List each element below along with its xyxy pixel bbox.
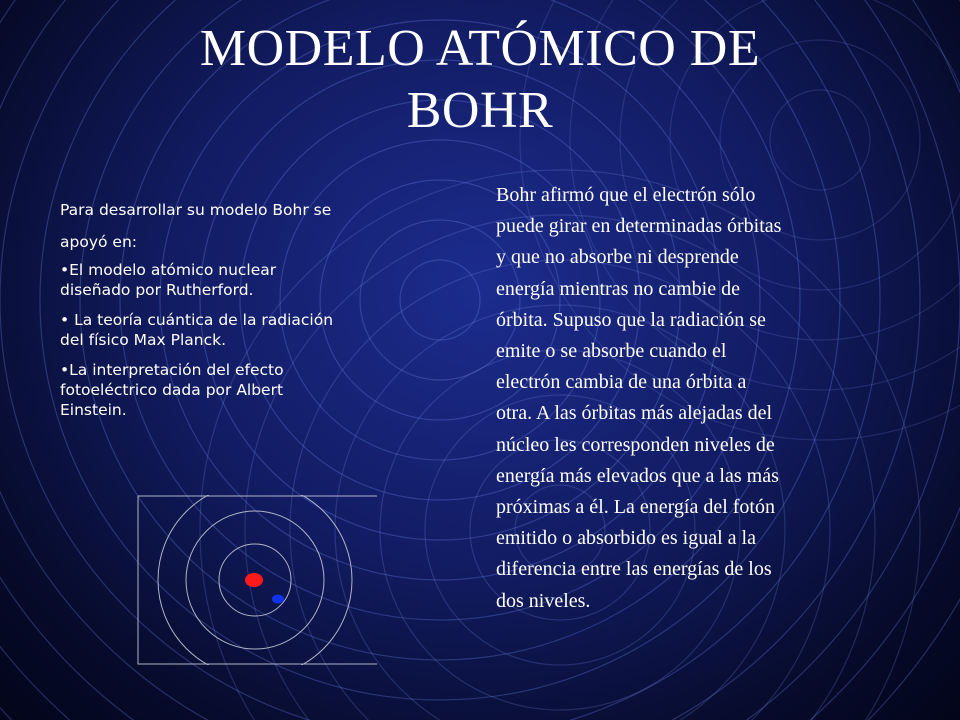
list-item-einstein	[60, 360, 410, 420]
paragraph-line: electrón cambia de una órbita a	[496, 371, 747, 394]
paragraph-line: otra. A las órbitas más alejadas del	[496, 402, 773, 425]
paragraph-line: órbita. Supuso que la radiación se	[496, 308, 766, 331]
paragraph-line: energía más elevados que a las más	[496, 464, 779, 487]
paragraph-line: núcleo les corresponden niveles de	[496, 433, 775, 456]
list-item-planck	[60, 310, 410, 350]
title-line-2: BOHR	[406, 82, 554, 139]
paragraph-line: y que no absorbe ni desprende	[496, 246, 739, 269]
list-item-line: Einstein.	[60, 401, 127, 419]
paragraph-line: Bohr afirmó que el electrón sólo	[496, 184, 756, 206]
list-item-line: • La teoría cuántica de la radiación	[60, 311, 334, 329]
list-item-line: •El modelo atómico nuclear	[60, 261, 277, 279]
paragraph-line: emitido o absorbido es igual a la	[496, 527, 756, 550]
intro-line-2: apoyó en:	[60, 233, 137, 251]
paragraph-line: puede girar en determinadas órbitas	[496, 215, 782, 238]
intro-line-1: Para desarrollar su modelo Bohr se	[60, 201, 332, 219]
paragraph-line: diferencia entre las energías de los	[496, 558, 772, 581]
slide-title	[60, 18, 900, 142]
title-line-1: MODELO ATÓMICO DE	[199, 20, 761, 77]
list-item-line: •La interpretación del efecto	[60, 361, 284, 379]
paragraph-line: energía mientras no cambie de	[496, 277, 740, 300]
list-item-rutherford	[60, 260, 410, 300]
nucleus	[245, 573, 263, 587]
left-text-column	[60, 194, 410, 430]
list-item-line: del físico Max Planck.	[60, 331, 227, 349]
right-text-column	[496, 180, 856, 617]
paragraph-line: dos niveles.	[496, 589, 591, 612]
bohr-atom-diagram	[137, 495, 377, 665]
list-item-line: fotoeléctrico dada por Albert	[60, 381, 284, 399]
paragraph-line: próximas a él. La energía del fotón	[496, 496, 775, 519]
paragraph-line: emite o se absorbe cuando el	[496, 340, 727, 363]
intro-text	[60, 194, 410, 258]
list-item-line: diseñado por Rutherford.	[60, 281, 254, 299]
electron	[272, 595, 284, 604]
